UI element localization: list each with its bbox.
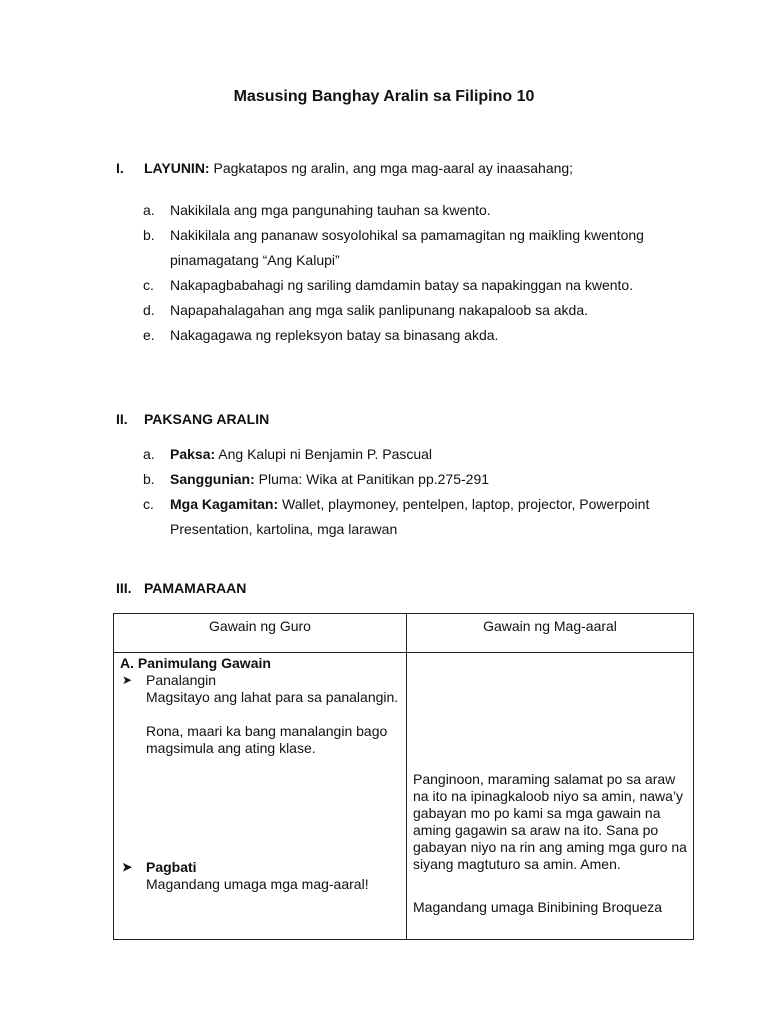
activity-heading: A. Panimulang Gawain xyxy=(120,655,271,671)
list-item: d. Napapahalagahan ang mga salik panlipunang nakapaloob sa akda. xyxy=(143,302,588,318)
section-number: I. xyxy=(116,160,124,176)
section-label: LAYUNIN: xyxy=(144,160,210,176)
section-heading xyxy=(144,411,269,427)
lesson-plan-table xyxy=(113,613,694,940)
section-number: II. xyxy=(116,411,128,427)
column-header-teacher: Gawain ng Guro xyxy=(114,614,407,653)
section-label: PAMAMARAAN xyxy=(144,580,247,596)
objectives-list xyxy=(143,198,663,348)
teacher-instruction: Magandang umaga mga mag-aaral! xyxy=(146,876,369,892)
table-row xyxy=(114,653,694,940)
section-number: III. xyxy=(116,580,132,596)
bullet-item: ➤ Panalangin xyxy=(122,672,217,688)
document-title: Masusing Banghay Aralin sa Filipino 10 xyxy=(233,88,535,105)
list-item: c. Mga Kagamitan: Wallet, playmoney, pentelpen, laptop, projector, Powerpoint Presentation, kartolina, mga larawan xyxy=(143,496,650,537)
teacher-instruction: Magsitayo ang lahat para sa panalangin. xyxy=(146,689,399,705)
student-response: Magandang umaga Binibining Broqueza xyxy=(413,899,663,915)
teacher-activities xyxy=(120,655,400,893)
list-item: b. Nakikilala ang pananaw sosyolohikal sa pamamagitan ng maikling kwentong pinamagatang “Ang Kalupi” xyxy=(143,227,644,268)
student-response: Panginoon, maraming salamat po sa araw na ito na ipinagkaloob niyo sa amin, nawa’y gabayan mo po kami sa mga gawain na aming gagawin sa araw na ito. Sana po gabayan niyo na rin ang aming mga guro na siyang magtuturo sa amin. Amen. xyxy=(413,771,687,872)
arrow-bullet-icon: ➤ xyxy=(122,860,133,874)
student-activities xyxy=(413,771,693,916)
section-label: PAKSANG ARALIN xyxy=(144,411,270,427)
section-heading xyxy=(144,580,246,596)
student-cell xyxy=(407,653,694,940)
list-item: a. Paksa: Ang Kalupi ni Benjamin P. Pascual xyxy=(143,446,433,462)
section-heading xyxy=(144,160,573,176)
teacher-instruction: Rona, maari ka bang manalangin bago magsimula ang ating klase. xyxy=(146,723,388,756)
table-header-row xyxy=(114,614,694,653)
topic-list xyxy=(143,442,663,542)
list-item: c. Nakapagbabahagi ng sariling damdamin batay sa napakinggan na kwento. xyxy=(143,277,634,293)
teacher-cell xyxy=(114,653,407,940)
list-item: e. Nakagagawa ng repleksyon batay sa binasang akda. xyxy=(143,327,499,343)
column-header-student: Gawain ng Mag-aaral xyxy=(407,614,694,653)
arrow-bullet-icon: ➤ xyxy=(122,673,133,687)
bullet-item: ➤ Pagbati xyxy=(122,859,197,875)
list-item: b. Sanggunian: Pluma: Wika at Panitikan pp.275-291 xyxy=(143,471,490,487)
list-item: a. Nakikilala ang mga pangunahing tauhan sa kwento. xyxy=(143,202,491,218)
section-intro: Pagkatapos ng aralin, ang mga mag-aaral ay inaasahang; xyxy=(209,160,574,176)
